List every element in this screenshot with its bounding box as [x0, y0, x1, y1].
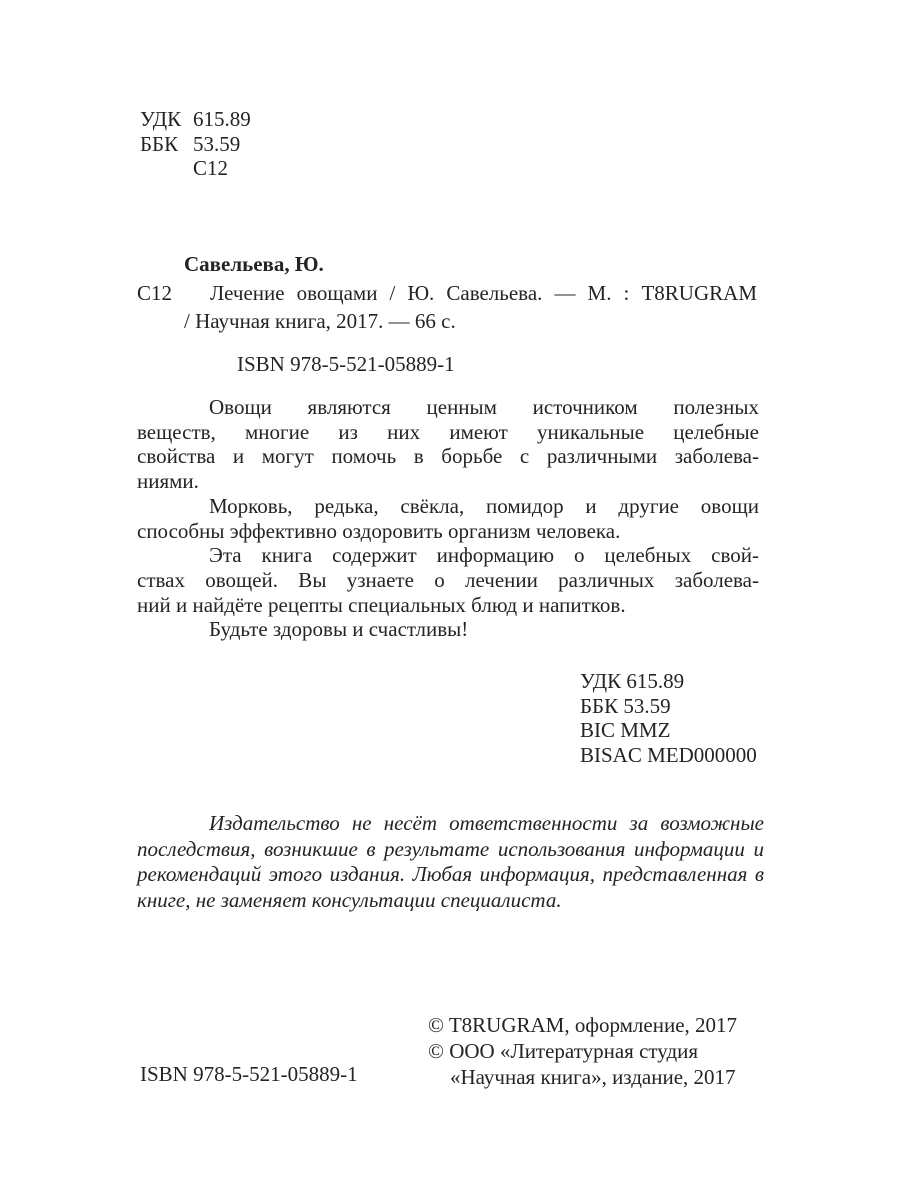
annotation-block	[137, 395, 759, 642]
annotation-p3-line: ний и найдёте рецепты специальных блюд и напитков.	[137, 592, 626, 617]
classification-codes-block	[580, 669, 757, 767]
card-entry-line: Лечение овощами / Ю. Савельева. — М. : T8RUGRAM	[210, 280, 757, 305]
disclaimer-line: рекомендаций этого издания. Любая информация, представленная в	[137, 862, 764, 886]
annotation-p2-line: Морковь, редька, свёкла, помидор и другие овощи	[209, 493, 759, 518]
annotation-p4-line: Будьте здоровы и счастливы!	[209, 617, 469, 642]
annotation-p1-line: Овощи являются ценным источником полезных	[209, 395, 759, 419]
top-classification-block	[140, 107, 251, 181]
disclaimer-line: последствия, возникшие в результате использования информации и	[137, 836, 764, 861]
annotation-p2-line: способны эффективно оздоровить организм человека.	[137, 518, 621, 543]
catalog-card	[137, 250, 757, 378]
author-code-line	[140, 156, 251, 181]
bbk-line	[140, 132, 251, 157]
disclaimer-block	[137, 811, 764, 913]
footer-isbn: ISBN 978-5-521-05889-1	[140, 1062, 358, 1086]
copyright-line: «Научная книга», издание, 2017	[450, 1064, 736, 1089]
card-isbn: ISBN 978-5-521-05889-1	[237, 351, 455, 376]
classification-line: УДК 615.89	[580, 669, 685, 693]
annotation-p3-line: Эта книга содержит информацию о целебных свой-	[209, 543, 759, 568]
card-entry-line: / Научная книга, 2017. — 66 с.	[184, 309, 456, 334]
bbk-value: 53.59	[193, 131, 241, 156]
card-author: Савельева, Ю.	[184, 252, 324, 276]
copyright-line: © ООО «Литературная студия	[428, 1038, 699, 1063]
udc-value: 615.89	[193, 107, 251, 131]
classification-line: ББК 53.59	[580, 693, 671, 718]
udc-line	[140, 107, 251, 132]
disclaimer-line: книге, не заменяет консультации специалиста.	[137, 887, 562, 912]
annotation-p1-line: веществ, многие из них имеют уникальные целебные	[137, 419, 759, 444]
annotation-p1-line: свойства и могут помочь в борьбе с различными заболева-	[137, 444, 759, 469]
udc-label: УДК	[140, 107, 182, 131]
classification-line: BISAC MED000000	[580, 742, 757, 767]
card-code: С12	[137, 280, 173, 305]
bbk-label: ББК	[140, 131, 179, 156]
disclaimer-line: Издательство не несёт ответственности за возможные	[209, 811, 764, 835]
annotation-p3-line: ствах овощей. Вы узнаете о лечении различных заболева-	[137, 567, 759, 592]
classification-line: BIC MMZ	[580, 718, 671, 742]
author-code: С12	[193, 156, 229, 180]
annotation-p1-line: ниями.	[137, 469, 199, 494]
copyright-line: © T8RUGRAM, оформление, 2017	[428, 1013, 738, 1037]
copyright-block	[428, 1013, 737, 1090]
